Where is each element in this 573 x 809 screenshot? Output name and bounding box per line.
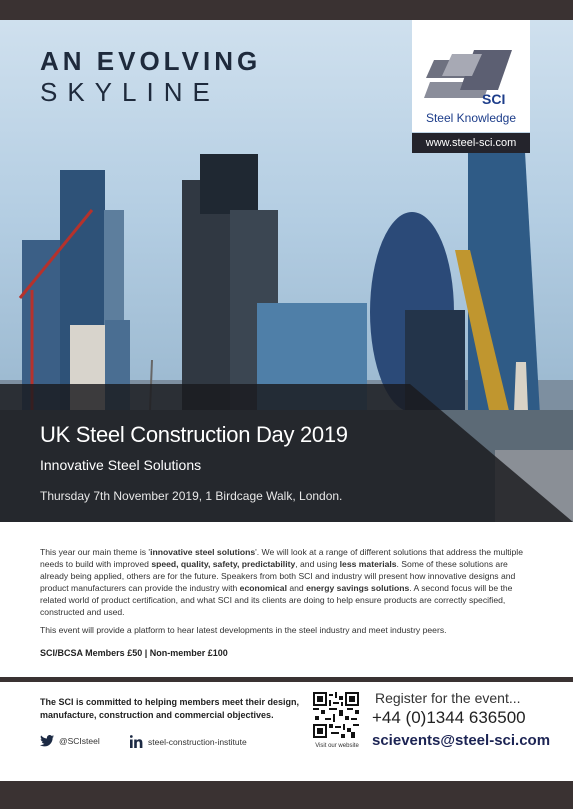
svg-text:SCI: SCI — [482, 91, 506, 107]
top-border — [0, 0, 573, 20]
contact-email[interactable]: scievents@steel-sci.com — [372, 732, 551, 749]
headline — [40, 46, 261, 108]
twitter-handle[interactable] — [40, 735, 100, 747]
twitter-icon — [40, 735, 54, 747]
headline-line2: SKYLINE — [40, 77, 220, 107]
twitter-label: @SCIsteel — [59, 736, 100, 746]
register-heading: Register for the event... — [375, 690, 521, 706]
logo-tagline: Steel Knowledge — [425, 111, 517, 125]
qr-code[interactable] — [313, 692, 359, 738]
sci-logo — [412, 20, 530, 132]
linkedin-label: steel-construction-institute — [148, 736, 247, 747]
event-title: UK Steel Construction Day 2019 — [40, 422, 348, 447]
footer-divider — [0, 677, 573, 682]
contact-phone[interactable]: +44 (0)1344 636500 — [372, 708, 526, 727]
description-paragraph-1: This year our main theme is 'innovative steel solutions'. We will look at a range of different solutions that address the multiple needs to build with improved speed, quality, safety, predictability, and using less materials. Some of these solutions are already being applied, others are for the future. Speakers from both SCI and industry will present how innovative designs and product manufacturers can provide the industry with economical and energy savings solutions. A second focus will be the related world of product certification, and what SCI and its clients are doing to help ensure products are correctly specified, constructed and used. — [40, 547, 523, 617]
linkedin-handle[interactable] — [130, 735, 247, 748]
sci-logo-mark — [412, 20, 530, 110]
pricing-text: SCI/BCSA Members £50 | Non-member £100 — [40, 648, 228, 658]
qr-caption: Visit our website — [315, 743, 359, 749]
event-date-location: Thursday 7th November 2019, 1 Birdcage Walk, London. — [40, 489, 343, 503]
event-subtitle: Innovative Steel Solutions — [40, 457, 202, 473]
description-paragraph-2: This event will provide a platform to hear latest developments in the steel industry and meet industry peers. — [40, 625, 447, 635]
event-description — [40, 546, 535, 642]
website-url[interactable]: www.steel-sci.com — [412, 133, 530, 153]
bottom-border — [0, 781, 573, 809]
headline-line1: AN EVOLVING — [40, 46, 262, 76]
linkedin-icon — [130, 735, 143, 748]
commitment-text: The SCI is committed to helping members meet their design, manufacture, construction and commercial objectives. — [40, 697, 300, 720]
